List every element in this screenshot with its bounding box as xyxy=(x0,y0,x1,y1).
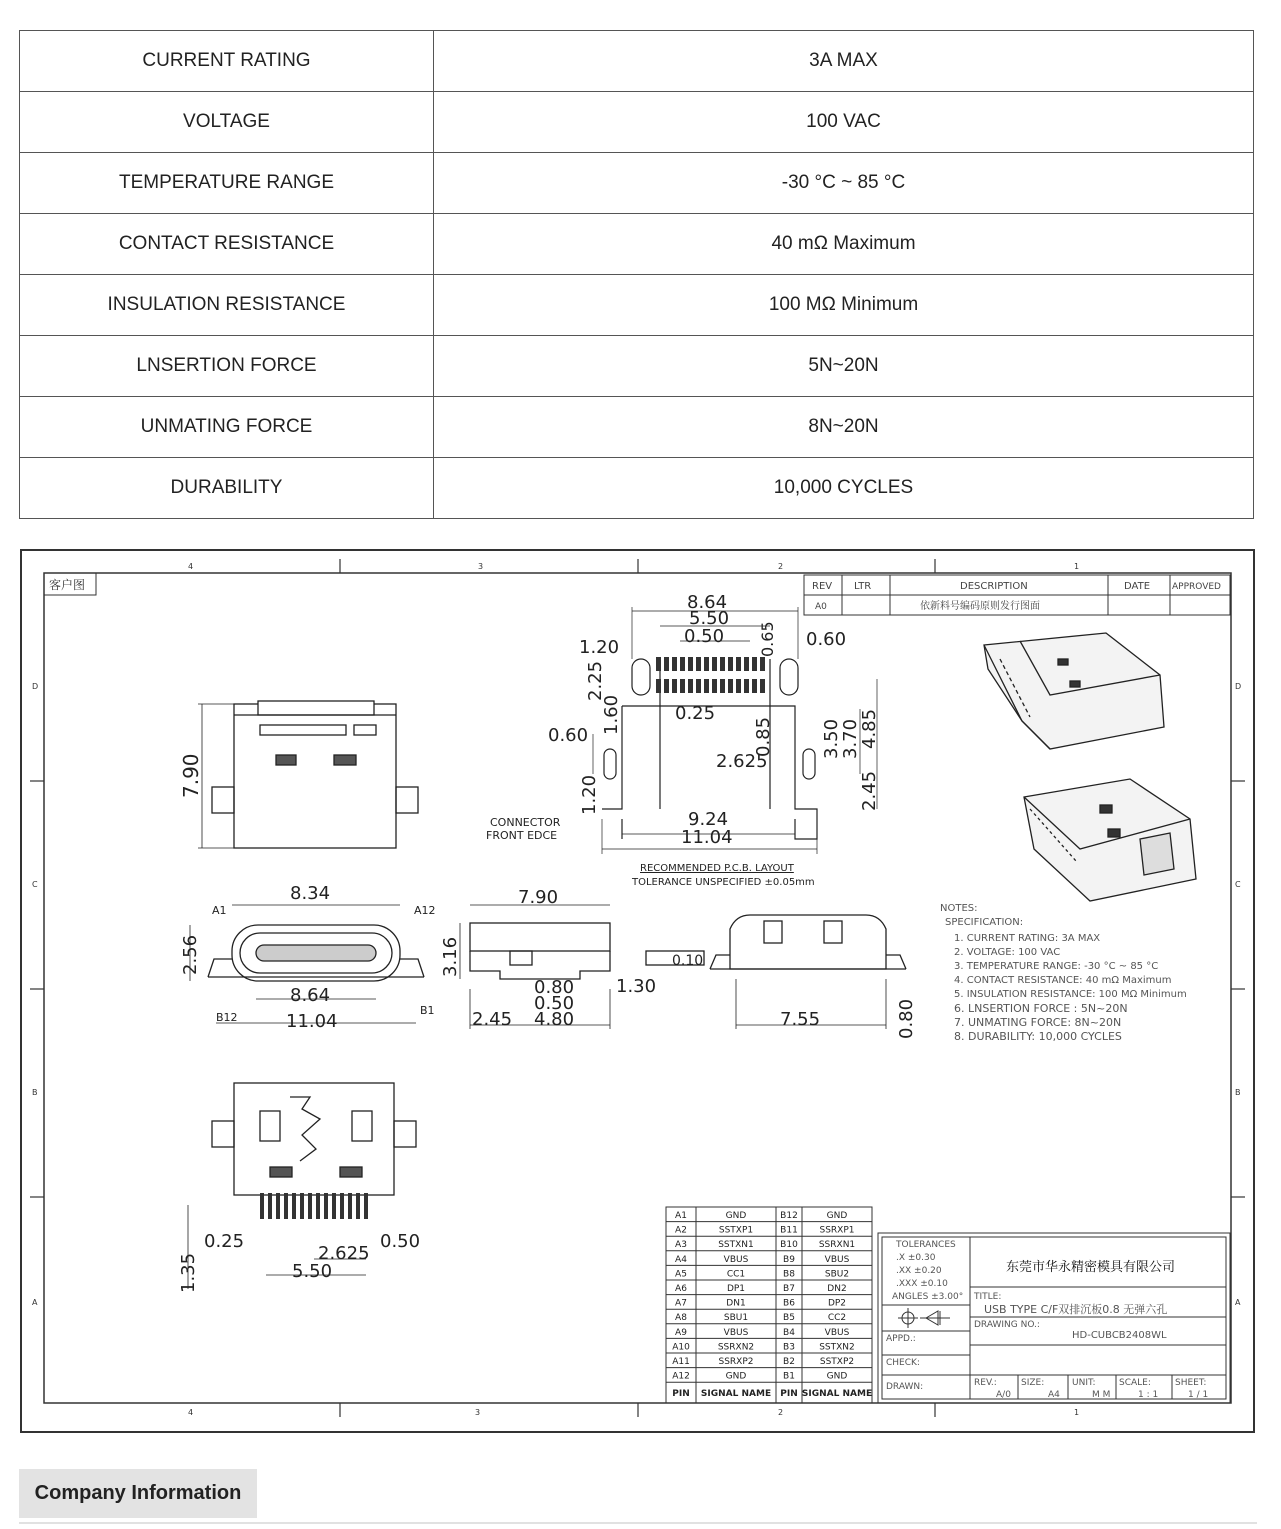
zone-letter: B xyxy=(1235,1088,1241,1097)
dim: 0.25 xyxy=(675,703,716,724)
drawing-title: USB TYPE C/F双排沉板0.8 无弹六孔 xyxy=(984,1303,1168,1316)
zone-number: 4 xyxy=(188,1408,194,1417)
dim: 7.55 xyxy=(780,1009,821,1030)
table-row xyxy=(20,336,1254,397)
dim: 0.50 xyxy=(534,993,575,1014)
pin-table-cell: B10 xyxy=(780,1240,798,1251)
pin-table-cell: B9 xyxy=(783,1254,795,1265)
note-item: 5. INSULATION RESISTANCE: 100 MΩ Minimum xyxy=(954,989,1187,1000)
table-row xyxy=(20,458,1254,519)
corner-label: 客户图 xyxy=(49,578,86,592)
dim: 2.625 xyxy=(318,1243,370,1264)
zone-letter: D xyxy=(32,682,39,691)
drawing-no: HD-CUBCB2408WL xyxy=(1072,1330,1167,1341)
dim: 3.70 xyxy=(840,718,861,759)
pin-table-cell: B6 xyxy=(783,1298,795,1309)
dim: 5.50 xyxy=(292,1261,333,1282)
pin-table-cell: B11 xyxy=(780,1225,798,1236)
company-name: 东莞市华永精密模具有限公司 xyxy=(1006,1260,1176,1275)
dim: 0.60 xyxy=(806,629,847,650)
pin-table-cell: B4 xyxy=(783,1327,795,1338)
table-row xyxy=(20,153,1254,214)
dim: 3.16 xyxy=(440,936,461,977)
pin-table-cell: A3 xyxy=(675,1240,687,1251)
table-row xyxy=(20,275,1254,336)
pin-table-cell: B2 xyxy=(783,1357,795,1367)
pin-table-cell: A6 xyxy=(675,1284,687,1294)
note-item: 8. DURABILITY: 10,000 CYCLES xyxy=(954,1030,1122,1043)
scale-value: 1 : 1 xyxy=(1138,1390,1159,1400)
zone-number: 2 xyxy=(778,562,784,571)
dim: 7.90 xyxy=(518,887,559,908)
pin-table-cell: VBUS xyxy=(824,1254,850,1265)
pin-table-header: SIGNAL NAME xyxy=(801,1389,873,1400)
description-header: DESCRIPTION xyxy=(960,581,1028,592)
zone-letter: C xyxy=(32,880,38,889)
zone-letter: C xyxy=(1235,880,1241,889)
pin-table-cell: DP1 xyxy=(726,1284,746,1294)
tolerance: .X ±0.30 xyxy=(896,1253,936,1263)
title-label: TITLE: xyxy=(974,1292,1002,1302)
pin-table-cell: A9 xyxy=(675,1327,687,1338)
zone-letter: A xyxy=(1235,1298,1241,1307)
pin-table-cell: DP2 xyxy=(827,1298,847,1309)
spec-label: CONTACT RESISTANCE xyxy=(20,214,434,275)
spec-label: INSULATION RESISTANCE xyxy=(20,275,434,336)
zone-number: 3 xyxy=(478,562,484,571)
pin-table-cell: A11 xyxy=(672,1357,690,1367)
table-row xyxy=(20,92,1254,153)
note-item: 1. CURRENT RATING: 3A MAX xyxy=(954,933,1101,944)
pin-table-cell: SSRXN1 xyxy=(818,1240,856,1251)
table-row xyxy=(20,31,1254,92)
size-value: A4 xyxy=(1048,1390,1060,1400)
note-item: 4. CONTACT RESISTANCE: 40 mΩ Maximum xyxy=(954,975,1172,986)
pin-table-cell: SSTXP2 xyxy=(819,1357,855,1367)
spec-value: 3A MAX xyxy=(434,31,1254,92)
layout-note: TOLERANCE UNSPECIFIED ±0.05mm xyxy=(632,877,815,888)
zone-letter: D xyxy=(1235,682,1242,691)
pin-table-cell: SSRXP1 xyxy=(819,1225,855,1236)
pin-table-header: PIN xyxy=(672,1389,690,1400)
drawn-label: DRAWN: xyxy=(886,1382,924,1392)
pin-table-cell: DN2 xyxy=(827,1284,847,1294)
dim: 0.80 xyxy=(534,977,575,998)
spec-label: TEMPERATURE RANGE xyxy=(20,153,434,214)
pin-table-cell: CC2 xyxy=(827,1313,847,1324)
table-row xyxy=(20,214,1254,275)
spec-label: DURABILITY xyxy=(20,458,434,519)
scale-label: SCALE: xyxy=(1119,1378,1151,1388)
pin-table-cell: DN1 xyxy=(726,1298,746,1309)
pin-table-cell: A7 xyxy=(675,1298,687,1309)
dim: 11.04 xyxy=(286,1011,338,1032)
pin-table-cell: A4 xyxy=(675,1254,687,1265)
dim: 0.50 xyxy=(684,626,725,647)
date-header: DATE xyxy=(1124,581,1151,592)
connector-label: FRONT EDCE xyxy=(486,829,558,842)
note-item: 2. VOLTAGE: 100 VAC xyxy=(954,947,1061,958)
pin-table-cell: SBU2 xyxy=(824,1269,850,1280)
check-label: CHECK: xyxy=(886,1358,920,1368)
pin-table-cell: A8 xyxy=(675,1313,687,1324)
dim: B1 xyxy=(420,1004,435,1017)
dim: 1.60 xyxy=(601,694,622,735)
tolerance: ANGLES ±3.00° xyxy=(892,1292,964,1302)
table-row xyxy=(20,397,1254,458)
pin-table-cell: A10 xyxy=(672,1342,690,1353)
pin-table-cell: VBUS xyxy=(824,1327,850,1338)
dim: 3.50 xyxy=(821,718,842,759)
connector-label: CONNECTOR xyxy=(490,816,561,829)
pin-table-cell: GND xyxy=(725,1371,747,1382)
pin-table-cell: SBU1 xyxy=(723,1313,749,1324)
dim: 1.35 xyxy=(178,1252,199,1293)
dim: 4.80 xyxy=(534,1009,575,1030)
notes-title: NOTES: xyxy=(940,903,978,914)
spec-label: LNSERTION FORCE xyxy=(20,336,434,397)
pin-table-cell: GND xyxy=(725,1211,747,1221)
dim: 2.45 xyxy=(859,770,880,811)
dim: 9.24 xyxy=(688,809,729,830)
spec-value: -30 °C ~ 85 °C xyxy=(434,153,1254,214)
dim: 2.45 xyxy=(472,1009,513,1030)
rev-value: A/0 xyxy=(996,1390,1011,1400)
dim: A12 xyxy=(414,904,436,917)
pin-table-cell: VBUS xyxy=(723,1254,749,1265)
pin-table-header: SIGNAL NAME xyxy=(700,1389,772,1400)
spec-value: 100 MΩ Minimum xyxy=(434,275,1254,336)
tolerance: .XX ±0.20 xyxy=(896,1266,942,1276)
dim: 2.625 xyxy=(716,751,768,772)
pin-table-cell: SSRXN2 xyxy=(717,1342,755,1353)
spec-label: CURRENT RATING xyxy=(20,31,434,92)
drawing-no-label: DRAWING NO.: xyxy=(974,1320,1040,1330)
pin-table-cell: B7 xyxy=(783,1284,795,1294)
dim: 0.50 xyxy=(380,1231,421,1252)
zone-number: 2 xyxy=(778,1408,784,1417)
pin-table-cell: SSTXN1 xyxy=(718,1240,754,1251)
unit-label: UNIT: xyxy=(1072,1378,1096,1388)
dim: 4.85 xyxy=(859,708,880,749)
appd-label: APPD.: xyxy=(886,1334,916,1344)
pin-table-header: PIN xyxy=(780,1389,798,1400)
dim: 0.10 xyxy=(672,953,704,969)
pin-table-cell: A12 xyxy=(672,1371,690,1382)
rev-description: 依新料号编码原则发行图面 xyxy=(920,601,1040,612)
pin-table-cell: VBUS xyxy=(723,1327,749,1338)
technical-drawing xyxy=(20,549,1255,1433)
dim: 2.56 xyxy=(180,934,201,975)
pin-table-cell: GND xyxy=(826,1211,848,1221)
dim: 1.20 xyxy=(579,774,600,815)
rev-value: A0 xyxy=(815,602,827,612)
pin-table-cell: B1 xyxy=(783,1371,795,1382)
dim: 2.25 xyxy=(585,660,606,701)
unit-value: M M xyxy=(1092,1390,1111,1400)
dim: 5.50 xyxy=(689,608,730,629)
sheet-label: SHEET: xyxy=(1175,1378,1207,1388)
ltr-header: LTR xyxy=(854,581,872,592)
tolerances-title: TOLERANCES xyxy=(896,1240,956,1250)
spec-label: VOLTAGE xyxy=(20,92,434,153)
pin-table-cell: A5 xyxy=(675,1269,687,1280)
spec-value: 40 mΩ Maximum xyxy=(434,214,1254,275)
dim: 0.60 xyxy=(548,725,589,746)
sheet-value: 1 / 1 xyxy=(1188,1390,1209,1400)
rev-label: REV.: xyxy=(974,1378,997,1388)
dim: 11.04 xyxy=(681,827,733,848)
layout-note: RECOMMENDED P.C.B. LAYOUT xyxy=(640,863,794,874)
pin-table-cell: B3 xyxy=(783,1342,795,1353)
dim-7-90-top: 7.90 xyxy=(179,753,203,798)
spec-value: 5N~20N xyxy=(434,336,1254,397)
size-label: SIZE: xyxy=(1021,1378,1045,1388)
rev-header: REV xyxy=(812,581,833,592)
zone-number: 4 xyxy=(188,562,194,571)
divider xyxy=(19,1522,1257,1524)
zone-letter: B xyxy=(32,1088,38,1097)
pin-table-cell: B12 xyxy=(780,1211,798,1221)
pin-table-cell: SSRXP2 xyxy=(718,1357,754,1367)
pin-table-cell: A2 xyxy=(675,1225,687,1236)
spec-label: UNMATING FORCE xyxy=(20,397,434,458)
note-item: 6. LNSERTION FORCE : 5N~20N xyxy=(954,1002,1128,1015)
dim: 1.20 xyxy=(579,637,620,658)
company-information-tab[interactable]: Company Information xyxy=(19,1469,257,1518)
zone-number: 3 xyxy=(475,1408,481,1417)
dim: A1 xyxy=(212,904,227,917)
spec-value: 8N~20N xyxy=(434,397,1254,458)
pin-table-cell: B8 xyxy=(783,1269,795,1280)
dim: 0.80 xyxy=(896,998,917,1039)
approved-header: APPROVED xyxy=(1172,582,1221,592)
drawing-canvas xyxy=(20,549,1255,1433)
spec-table xyxy=(19,30,1254,519)
dim: 1.30 xyxy=(616,976,657,997)
pin-table-cell: SSTXN2 xyxy=(819,1342,855,1353)
spec-value: 100 VAC xyxy=(434,92,1254,153)
dim: 0.65 xyxy=(758,621,777,657)
note-item: 3. TEMPERATURE RANGE: -30 °C ~ 85 °C xyxy=(954,961,1159,972)
pin-table-cell: SSTXP1 xyxy=(718,1225,754,1236)
dim: 8.64 xyxy=(687,592,728,613)
dim: 8.64 xyxy=(290,985,331,1006)
tolerance: .XXX ±0.10 xyxy=(896,1279,948,1289)
dim: 0.25 xyxy=(204,1231,245,1252)
zone-letter: A xyxy=(32,1298,38,1307)
dim: 8.34 xyxy=(290,883,331,904)
pin-table-cell: B5 xyxy=(783,1313,795,1324)
dim: 0.85 xyxy=(753,716,774,757)
note-item: 7. UNMATING FORCE: 8N~20N xyxy=(954,1016,1122,1029)
notes-spec: SPECIFICATION: xyxy=(945,917,1024,928)
pin-table-cell: GND xyxy=(826,1371,848,1382)
pin-table-cell: A1 xyxy=(675,1211,687,1221)
spec-value: 10,000 CYCLES xyxy=(434,458,1254,519)
zone-number: 1 xyxy=(1074,562,1080,571)
pin-table-cell: CC1 xyxy=(726,1269,746,1280)
zone-number: 1 xyxy=(1074,1408,1080,1417)
dim: B12 xyxy=(216,1011,238,1024)
